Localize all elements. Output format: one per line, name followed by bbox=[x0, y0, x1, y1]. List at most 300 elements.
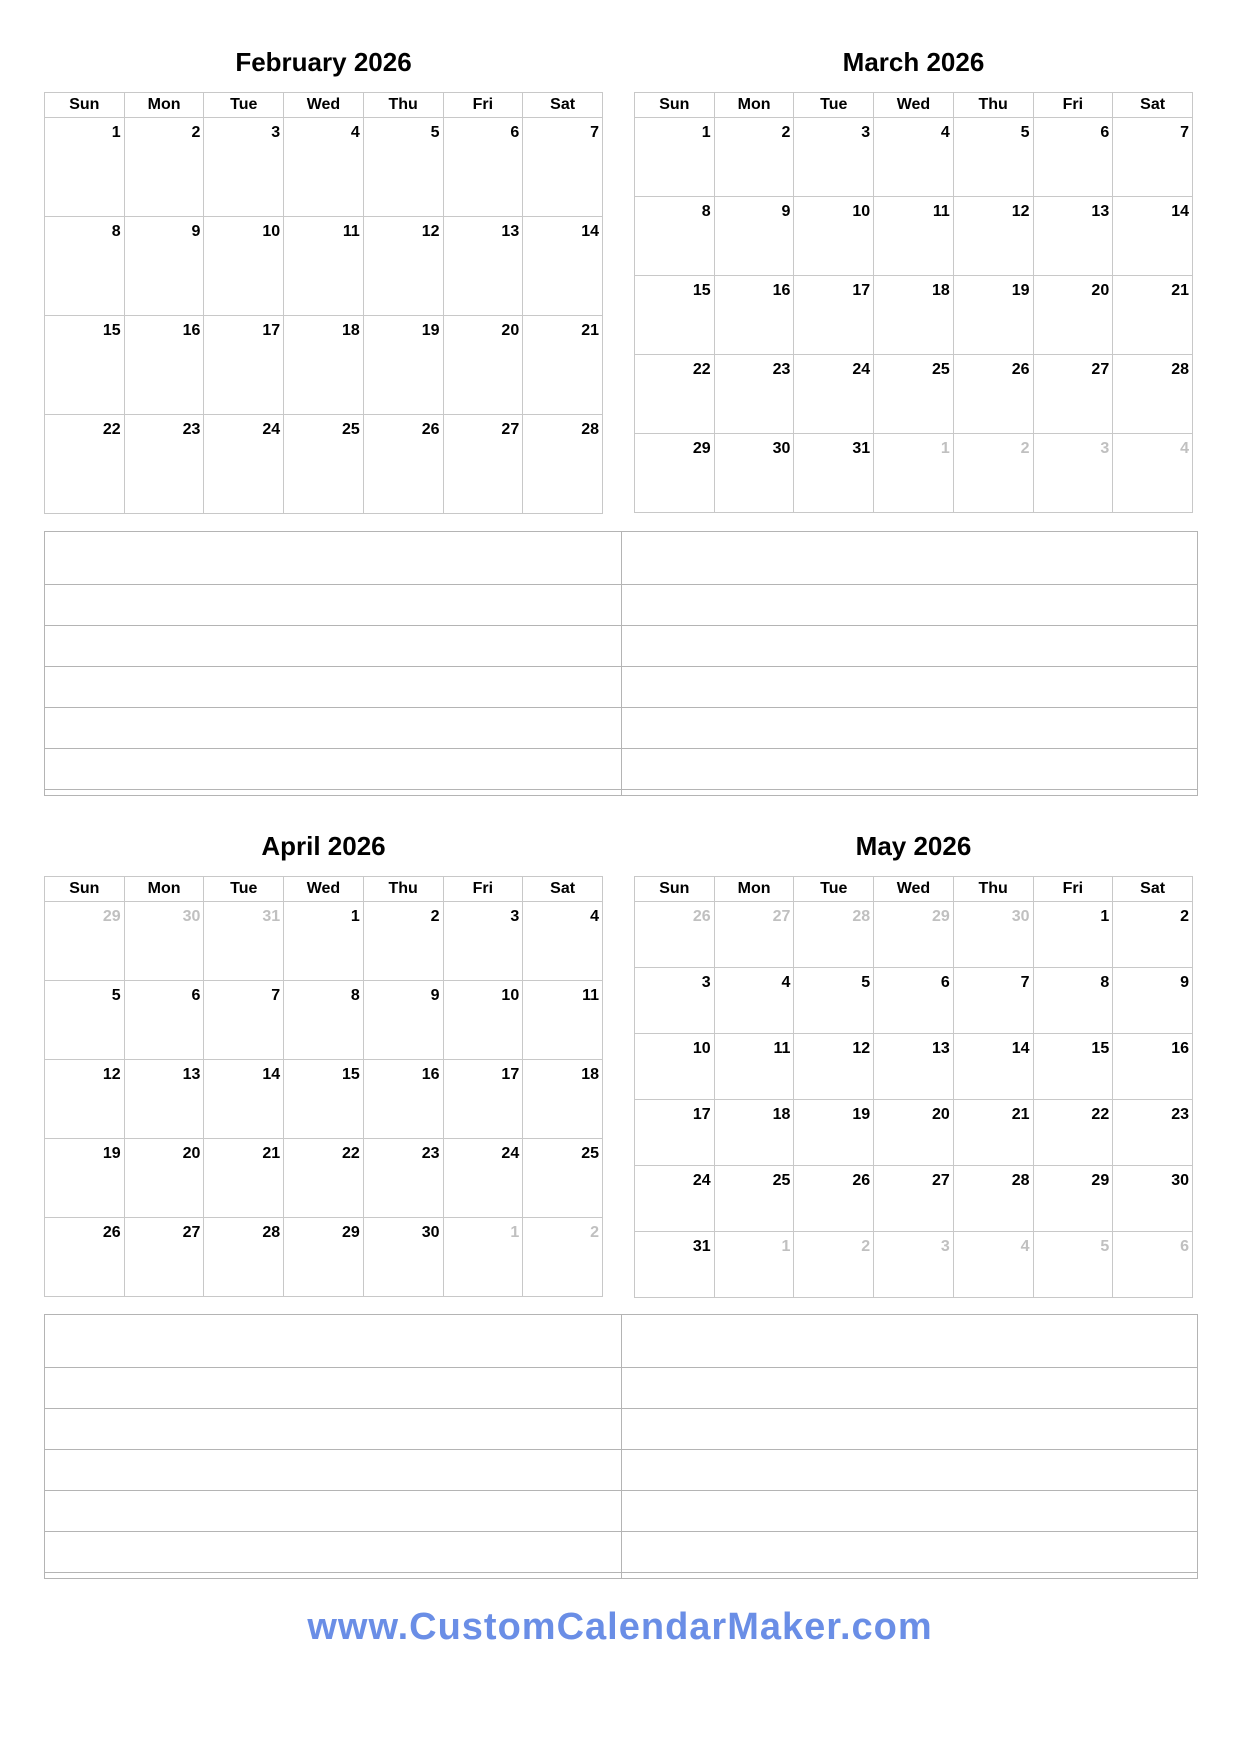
day-number: 21 bbox=[1011, 1106, 1030, 1123]
day-cell bbox=[45, 1060, 125, 1139]
note-cell[interactable] bbox=[45, 532, 622, 585]
day-cell bbox=[635, 276, 715, 355]
week-row bbox=[45, 316, 603, 415]
note-line bbox=[45, 585, 1198, 626]
day-cell-other-month bbox=[953, 902, 1033, 968]
day-number: 28 bbox=[1171, 361, 1189, 378]
day-cell bbox=[953, 355, 1033, 434]
weekday-header: Fri bbox=[443, 93, 523, 118]
day-cell bbox=[45, 217, 125, 316]
day-cell bbox=[284, 415, 364, 514]
day-cell bbox=[874, 197, 954, 276]
day-cell bbox=[794, 434, 874, 513]
note-cell[interactable] bbox=[45, 708, 622, 749]
day-cell bbox=[794, 118, 874, 197]
day-cell bbox=[714, 1166, 794, 1232]
day-number: 4 bbox=[350, 124, 360, 141]
day-cell bbox=[1113, 1100, 1193, 1166]
day-cell bbox=[635, 197, 715, 276]
day-number: 19 bbox=[102, 1145, 121, 1162]
day-cell bbox=[1113, 276, 1193, 355]
day-cell bbox=[714, 1034, 794, 1100]
day-number: 6 bbox=[1100, 124, 1110, 141]
day-cell bbox=[124, 118, 204, 217]
week-row bbox=[635, 276, 1193, 355]
note-cell[interactable] bbox=[621, 532, 1198, 585]
notes-lines-top bbox=[44, 531, 1198, 796]
weekday-header: Fri bbox=[1033, 877, 1113, 902]
weekday-header: Sun bbox=[45, 93, 125, 118]
day-cell bbox=[1113, 1166, 1193, 1232]
day-cell bbox=[953, 276, 1033, 355]
day-cell bbox=[1033, 197, 1113, 276]
day-number: 7 bbox=[271, 987, 281, 1004]
day-cell bbox=[204, 1218, 284, 1297]
note-cell[interactable] bbox=[45, 1532, 622, 1573]
day-cell bbox=[443, 316, 523, 415]
day-cell bbox=[1033, 968, 1113, 1034]
day-number: 30 bbox=[182, 908, 201, 925]
day-number: 12 bbox=[421, 223, 440, 240]
note-line bbox=[45, 667, 1198, 708]
day-cell bbox=[284, 1060, 364, 1139]
day-cell bbox=[363, 118, 443, 217]
day-cell bbox=[443, 1060, 523, 1139]
day-number: 2 bbox=[1180, 908, 1189, 925]
day-cell-other-month bbox=[953, 434, 1033, 513]
day-cell bbox=[443, 981, 523, 1060]
day-number: 5 bbox=[861, 974, 871, 991]
day-number: 1 bbox=[510, 1224, 520, 1241]
day-cell bbox=[124, 1139, 204, 1218]
day-number: 8 bbox=[1100, 974, 1110, 991]
day-cell bbox=[794, 968, 874, 1034]
notes-lines-bottom bbox=[44, 1314, 1198, 1579]
day-cell bbox=[363, 217, 443, 316]
weekday-header: Tue bbox=[794, 877, 874, 902]
day-number: 15 bbox=[692, 282, 711, 299]
day-number: 30 bbox=[1171, 1172, 1189, 1189]
day-cell bbox=[124, 1060, 204, 1139]
note-cell[interactable] bbox=[621, 1409, 1198, 1450]
day-cell bbox=[124, 316, 204, 415]
day-cell bbox=[443, 415, 523, 514]
day-cell-other-month bbox=[714, 902, 794, 968]
day-number: 19 bbox=[421, 322, 440, 339]
weekday-header: Fri bbox=[1033, 93, 1113, 118]
note-cell[interactable] bbox=[45, 626, 622, 667]
day-cell bbox=[953, 1034, 1033, 1100]
weekday-header: Thu bbox=[363, 877, 443, 902]
day-number: 19 bbox=[1011, 282, 1030, 299]
day-cell bbox=[204, 118, 284, 217]
day-number: 26 bbox=[692, 908, 711, 925]
day-number: 4 bbox=[1020, 1238, 1030, 1255]
day-cell bbox=[953, 1166, 1033, 1232]
day-cell bbox=[714, 276, 794, 355]
day-number: 6 bbox=[191, 987, 201, 1004]
week-row bbox=[45, 415, 603, 514]
day-number: 26 bbox=[1011, 361, 1030, 378]
day-number: 23 bbox=[421, 1145, 440, 1162]
day-number: 16 bbox=[182, 322, 201, 339]
week-row bbox=[635, 434, 1193, 513]
month-title: February 2026 bbox=[235, 47, 412, 77]
note-line bbox=[45, 1315, 1198, 1368]
day-cell bbox=[714, 968, 794, 1034]
note-cell[interactable] bbox=[621, 626, 1198, 667]
day-cell-other-month bbox=[443, 1218, 523, 1297]
day-number: 26 bbox=[421, 421, 440, 438]
note-line bbox=[45, 532, 1198, 585]
day-number: 26 bbox=[102, 1224, 121, 1241]
day-cell bbox=[1033, 118, 1113, 197]
day-cell-other-month bbox=[523, 1218, 603, 1297]
weekday-header: Sun bbox=[635, 93, 715, 118]
day-cell-other-month bbox=[1113, 1232, 1193, 1298]
note-cell[interactable] bbox=[45, 585, 622, 626]
note-line bbox=[45, 708, 1198, 749]
day-number: 2 bbox=[1020, 440, 1030, 457]
day-cell bbox=[124, 415, 204, 514]
day-number: 13 bbox=[182, 1066, 201, 1083]
day-number: 13 bbox=[932, 1040, 950, 1057]
day-cell bbox=[1033, 355, 1113, 434]
day-number: 10 bbox=[852, 203, 871, 220]
day-number: 30 bbox=[772, 440, 791, 457]
week-row bbox=[45, 1060, 603, 1139]
day-cell-other-month bbox=[1113, 434, 1193, 513]
day-number: 10 bbox=[692, 1040, 711, 1057]
day-cell bbox=[204, 316, 284, 415]
note-line bbox=[45, 1491, 1198, 1532]
day-cell-other-month bbox=[794, 902, 874, 968]
day-cell-other-month bbox=[1033, 434, 1113, 513]
weekday-header: Sun bbox=[635, 877, 715, 902]
day-number: 28 bbox=[1011, 1172, 1030, 1189]
week-row bbox=[45, 217, 603, 316]
day-cell bbox=[284, 902, 364, 981]
note-cell[interactable] bbox=[621, 1573, 1198, 1579]
day-number: 25 bbox=[342, 421, 360, 438]
day-cell bbox=[124, 1218, 204, 1297]
day-cell bbox=[635, 1166, 715, 1232]
day-number: 2 bbox=[430, 908, 440, 925]
day-number: 29 bbox=[692, 440, 711, 457]
note-cell[interactable] bbox=[621, 1532, 1198, 1573]
month-title: May 2026 bbox=[855, 831, 972, 861]
day-cell bbox=[45, 981, 125, 1060]
day-number: 25 bbox=[581, 1145, 599, 1162]
weekday-header: Mon bbox=[714, 877, 794, 902]
note-cell[interactable] bbox=[45, 1573, 622, 1579]
note-cell[interactable] bbox=[621, 749, 1198, 790]
day-number: 27 bbox=[182, 1224, 201, 1241]
day-cell bbox=[1033, 1034, 1113, 1100]
day-number: 7 bbox=[1020, 974, 1030, 991]
day-cell bbox=[523, 981, 603, 1060]
day-number: 10 bbox=[501, 987, 520, 1004]
note-cell[interactable] bbox=[621, 790, 1198, 796]
day-cell bbox=[1113, 1034, 1193, 1100]
day-number: 13 bbox=[1091, 203, 1110, 220]
note-line bbox=[45, 626, 1198, 667]
day-number: 11 bbox=[582, 987, 599, 1004]
month-grid bbox=[634, 92, 1193, 513]
day-cell bbox=[523, 902, 603, 981]
day-number: 30 bbox=[421, 1224, 440, 1241]
day-number: 15 bbox=[342, 1066, 360, 1083]
day-number: 26 bbox=[852, 1172, 871, 1189]
day-number: 20 bbox=[182, 1145, 201, 1162]
day-cell bbox=[363, 902, 443, 981]
weekday-header: Sat bbox=[523, 877, 603, 902]
day-cell bbox=[363, 316, 443, 415]
day-number: 13 bbox=[501, 223, 520, 240]
day-cell bbox=[635, 1100, 715, 1166]
day-number: 1 bbox=[111, 124, 121, 141]
day-number: 1 bbox=[940, 440, 950, 457]
day-number: 17 bbox=[501, 1066, 520, 1083]
day-number: 11 bbox=[342, 223, 360, 240]
day-number: 27 bbox=[1091, 361, 1110, 378]
day-number: 2 bbox=[590, 1224, 599, 1241]
day-number: 5 bbox=[111, 987, 121, 1004]
note-line bbox=[45, 1409, 1198, 1450]
day-cell-other-month bbox=[635, 902, 715, 968]
week-row bbox=[635, 902, 1193, 968]
day-cell bbox=[874, 1034, 954, 1100]
day-number: 14 bbox=[581, 223, 599, 240]
day-cell bbox=[794, 197, 874, 276]
day-number: 8 bbox=[350, 987, 360, 1004]
day-cell bbox=[1113, 197, 1193, 276]
day-cell-other-month bbox=[204, 902, 284, 981]
week-row bbox=[45, 1218, 603, 1297]
day-cell bbox=[204, 217, 284, 316]
day-cell bbox=[45, 1218, 125, 1297]
day-cell bbox=[953, 118, 1033, 197]
week-row bbox=[45, 902, 603, 981]
note-cell[interactable] bbox=[45, 749, 622, 790]
note-cell[interactable] bbox=[621, 1368, 1198, 1409]
day-cell bbox=[874, 1166, 954, 1232]
day-cell-other-month bbox=[794, 1232, 874, 1298]
day-cell bbox=[523, 1060, 603, 1139]
day-number: 27 bbox=[501, 421, 520, 438]
week-row bbox=[635, 197, 1193, 276]
day-number: 24 bbox=[501, 1145, 520, 1162]
day-number: 22 bbox=[342, 1145, 360, 1162]
day-cell bbox=[204, 1060, 284, 1139]
day-cell bbox=[714, 1100, 794, 1166]
day-number: 2 bbox=[781, 124, 791, 141]
day-cell bbox=[363, 1139, 443, 1218]
day-cell bbox=[635, 1232, 715, 1298]
weekday-header: Thu bbox=[953, 93, 1033, 118]
day-number: 5 bbox=[1020, 124, 1030, 141]
day-number: 27 bbox=[772, 908, 791, 925]
weekday-header: Tue bbox=[204, 93, 284, 118]
day-number: 8 bbox=[701, 203, 711, 220]
day-cell bbox=[363, 415, 443, 514]
day-cell bbox=[363, 1218, 443, 1297]
day-number: 28 bbox=[581, 421, 599, 438]
day-number: 18 bbox=[342, 322, 360, 339]
day-cell-other-month bbox=[953, 1232, 1033, 1298]
week-row bbox=[635, 968, 1193, 1034]
day-number: 5 bbox=[430, 124, 440, 141]
note-cell[interactable] bbox=[45, 1409, 622, 1450]
weekday-header: Wed bbox=[874, 877, 954, 902]
day-number: 27 bbox=[932, 1172, 950, 1189]
day-number: 6 bbox=[940, 974, 950, 991]
note-line bbox=[45, 749, 1198, 790]
week-row bbox=[635, 118, 1193, 197]
note-cell[interactable] bbox=[45, 1315, 622, 1368]
day-cell bbox=[523, 118, 603, 217]
day-cell bbox=[1113, 968, 1193, 1034]
day-number: 3 bbox=[701, 974, 711, 991]
month-title: April 2026 bbox=[261, 831, 386, 861]
day-number: 29 bbox=[1091, 1172, 1110, 1189]
day-cell bbox=[1033, 902, 1113, 968]
day-cell bbox=[363, 1060, 443, 1139]
day-number: 4 bbox=[781, 974, 791, 991]
day-number: 20 bbox=[932, 1106, 950, 1123]
day-number: 28 bbox=[262, 1224, 281, 1241]
day-cell bbox=[874, 355, 954, 434]
day-number: 23 bbox=[182, 421, 201, 438]
day-number: 4 bbox=[590, 908, 599, 925]
month-title: March 2026 bbox=[842, 47, 985, 77]
day-number: 23 bbox=[772, 361, 791, 378]
day-cell bbox=[794, 1034, 874, 1100]
day-cell bbox=[635, 1034, 715, 1100]
month-grid bbox=[44, 876, 603, 1297]
note-cell[interactable] bbox=[45, 790, 622, 796]
day-cell-other-month bbox=[1033, 1232, 1113, 1298]
note-cell[interactable] bbox=[45, 1368, 622, 1409]
day-cell bbox=[204, 981, 284, 1060]
note-cell[interactable] bbox=[45, 1450, 622, 1491]
week-row bbox=[635, 1232, 1193, 1298]
day-cell bbox=[443, 1139, 523, 1218]
website-footer-link[interactable]: www.CustomCalendarMaker.com bbox=[307, 1606, 933, 1648]
day-number: 2 bbox=[861, 1238, 871, 1255]
day-number: 22 bbox=[102, 421, 121, 438]
day-number: 4 bbox=[940, 124, 950, 141]
day-cell bbox=[443, 217, 523, 316]
day-number: 16 bbox=[421, 1066, 440, 1083]
day-cell bbox=[635, 355, 715, 434]
day-cell bbox=[953, 197, 1033, 276]
day-number: 18 bbox=[932, 282, 950, 299]
note-cell[interactable] bbox=[621, 1450, 1198, 1491]
note-cell[interactable] bbox=[621, 667, 1198, 708]
day-number: 1 bbox=[701, 124, 711, 141]
day-number: 25 bbox=[932, 361, 950, 378]
day-cell bbox=[443, 118, 523, 217]
day-number: 3 bbox=[940, 1238, 950, 1255]
day-number: 6 bbox=[510, 124, 520, 141]
day-cell-other-month bbox=[124, 902, 204, 981]
day-cell bbox=[284, 316, 364, 415]
weekday-header: Sat bbox=[1113, 877, 1193, 902]
note-line bbox=[45, 1450, 1198, 1491]
weekday-header: Thu bbox=[363, 93, 443, 118]
note-cell[interactable] bbox=[45, 1491, 622, 1532]
day-number: 1 bbox=[1100, 908, 1110, 925]
note-cell[interactable] bbox=[621, 708, 1198, 749]
day-number: 28 bbox=[852, 908, 871, 925]
note-line bbox=[45, 1573, 1198, 1579]
day-cell bbox=[124, 217, 204, 316]
week-row bbox=[45, 1139, 603, 1218]
day-cell bbox=[284, 981, 364, 1060]
note-cell[interactable] bbox=[621, 585, 1198, 626]
day-cell bbox=[45, 316, 125, 415]
day-cell bbox=[45, 415, 125, 514]
day-cell bbox=[794, 1100, 874, 1166]
note-cell[interactable] bbox=[45, 667, 622, 708]
day-number: 30 bbox=[1011, 908, 1030, 925]
day-number: 6 bbox=[1180, 1238, 1189, 1255]
week-row bbox=[635, 355, 1193, 434]
day-cell bbox=[714, 355, 794, 434]
day-cell bbox=[794, 276, 874, 355]
day-cell bbox=[523, 415, 603, 514]
note-line bbox=[45, 1532, 1198, 1573]
day-number: 20 bbox=[501, 322, 520, 339]
note-cell[interactable] bbox=[621, 1491, 1198, 1532]
weekday-header: Mon bbox=[124, 93, 204, 118]
weekday-header: Wed bbox=[284, 93, 364, 118]
day-number: 16 bbox=[1171, 1040, 1189, 1057]
weekday-header: Sat bbox=[1113, 93, 1193, 118]
weekday-header: Wed bbox=[874, 93, 954, 118]
note-cell[interactable] bbox=[621, 1315, 1198, 1368]
weekday-header: Tue bbox=[794, 93, 874, 118]
day-cell bbox=[874, 1100, 954, 1166]
day-cell bbox=[635, 434, 715, 513]
day-cell bbox=[1113, 902, 1193, 968]
day-number: 10 bbox=[262, 223, 281, 240]
day-number: 18 bbox=[581, 1066, 599, 1083]
day-number: 5 bbox=[1100, 1238, 1110, 1255]
day-number: 19 bbox=[852, 1106, 871, 1123]
day-number: 15 bbox=[102, 322, 121, 339]
day-cell bbox=[714, 434, 794, 513]
day-number: 1 bbox=[350, 908, 360, 925]
day-number: 9 bbox=[781, 203, 791, 220]
day-number: 11 bbox=[773, 1040, 791, 1057]
day-number: 11 bbox=[932, 203, 950, 220]
week-row bbox=[635, 1166, 1193, 1232]
day-number: 24 bbox=[692, 1172, 711, 1189]
weekday-header: Fri bbox=[443, 877, 523, 902]
month-grid bbox=[634, 876, 1193, 1298]
day-cell bbox=[523, 1139, 603, 1218]
day-cell bbox=[523, 316, 603, 415]
month-grid bbox=[44, 92, 603, 514]
day-number: 9 bbox=[191, 223, 201, 240]
day-cell bbox=[443, 902, 523, 981]
day-cell bbox=[635, 118, 715, 197]
day-number: 9 bbox=[1180, 974, 1189, 991]
day-cell bbox=[45, 1139, 125, 1218]
day-number: 12 bbox=[852, 1040, 871, 1057]
